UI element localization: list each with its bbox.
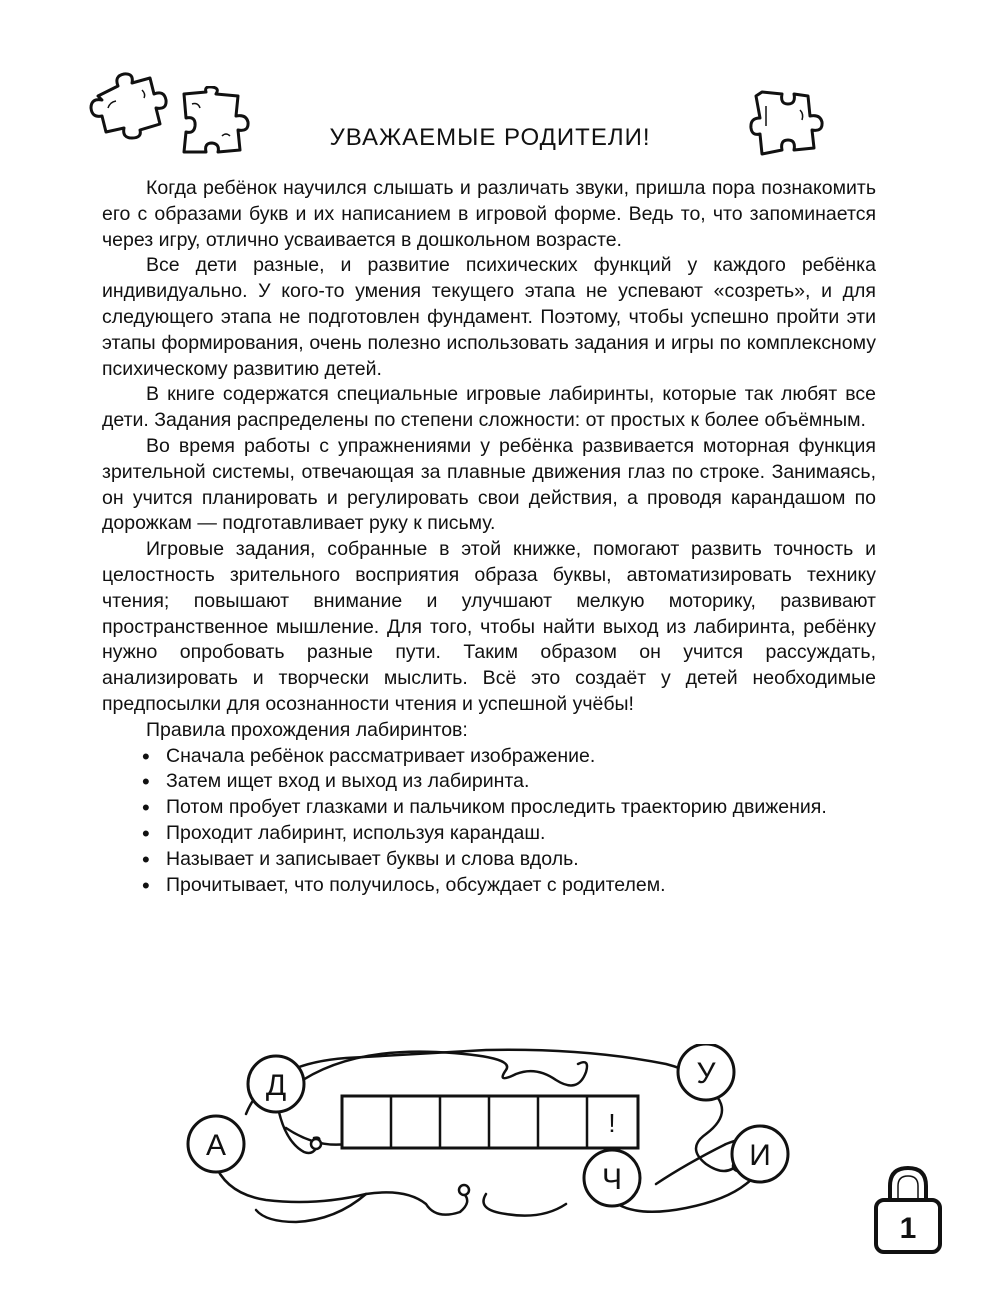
word-grid (342, 1096, 638, 1148)
letter-circle (584, 1150, 640, 1206)
rules-list (102, 744, 876, 899)
intro-paragraph: В книге содержатся специальные игровые лабиринты, которые так любят все дети. Задания распределены по степени сложности: от простых к более объёмным. (102, 383, 876, 432)
page-title: УВАЖАЕМЫЕ РОДИТЕЛИ! (329, 124, 651, 152)
letter-a: А (205, 1129, 227, 1162)
list-item: • Сначала ребёнок рассматривает изображение. (142, 744, 876, 770)
list-item: • Потом пробует глазками и пальчиком проследить траекторию движения. (142, 795, 876, 821)
letter-circle (678, 1044, 734, 1100)
padlock-icon (868, 1160, 948, 1260)
rules-title: Правила прохождения лабиринтов: (146, 718, 468, 741)
letter-ch: Ч (602, 1163, 622, 1196)
letter-d: Д (265, 1069, 287, 1102)
intro-paragraph: Во время работы с упражнениями у ребёнка развивается моторная функция зрительной системы, отвечающая за плавные движения глаз по строке. Занимаясь, он учится планировать и регулировать свои действия, а проводя карандашом по дорожкам — подготавливает руку к письму. (102, 434, 876, 535)
intro-text (102, 176, 876, 898)
letter-circle (732, 1126, 788, 1182)
list-item: • Называет и записывает буквы и слова вдоль. (142, 847, 876, 873)
letter-circle (188, 1116, 244, 1172)
list-item: • Проходит лабиринт, используя карандаш. (142, 821, 876, 847)
list-item: • Прочитывает, что получилось, обсуждает с родителем. (142, 873, 876, 899)
letter-u: У (696, 1057, 716, 1090)
grid-cell-exclamation: ! (608, 1108, 616, 1138)
intro-paragraph: Игровые задания, собранные в этой книжке, помогают развить точность и целостность зрительного восприятия образа буквы, автоматизировать технику чтения; повышают внимание и улучшают мелкую моторику, развивают пространственное мышление. Для того, чтобы найти выход из лабиринта, ребёнку нужно опробовать разные пути. Таким образом он учится рассуждать, анализировать и творчески мыслить. Всё это создаёт у детей необходимые предпосылки для осознанности чтения и успешной учёбы! (102, 538, 876, 715)
letter-circle (248, 1056, 304, 1112)
page-number: 1 (899, 1212, 917, 1245)
letter-i: И (749, 1139, 771, 1172)
intro-paragraph: Все дети разные, и развитие психических функций у каждого ребёнка индивидуально. У кого-то умения текущего этапа не успевают «созреть», и для следующего этапа не подготовлен фундамент. Поэтому, чтобы успешно пройти эти этапы формирования, очень полезно использовать задания и игры по комплексному психическому развитию детей. (102, 254, 876, 380)
intro-paragraph: Когда ребёнок научился слышать и различать звуки, пришла пора познакомить его с образами букв и их написанием в игровой форме. Ведь то, что запоминается через игру, отлично усваивается в дошкольном возрасте. (102, 177, 876, 251)
list-item: • Затем ищет вход и выход из лабиринта. (142, 769, 876, 795)
letter-maze (186, 1044, 826, 1234)
